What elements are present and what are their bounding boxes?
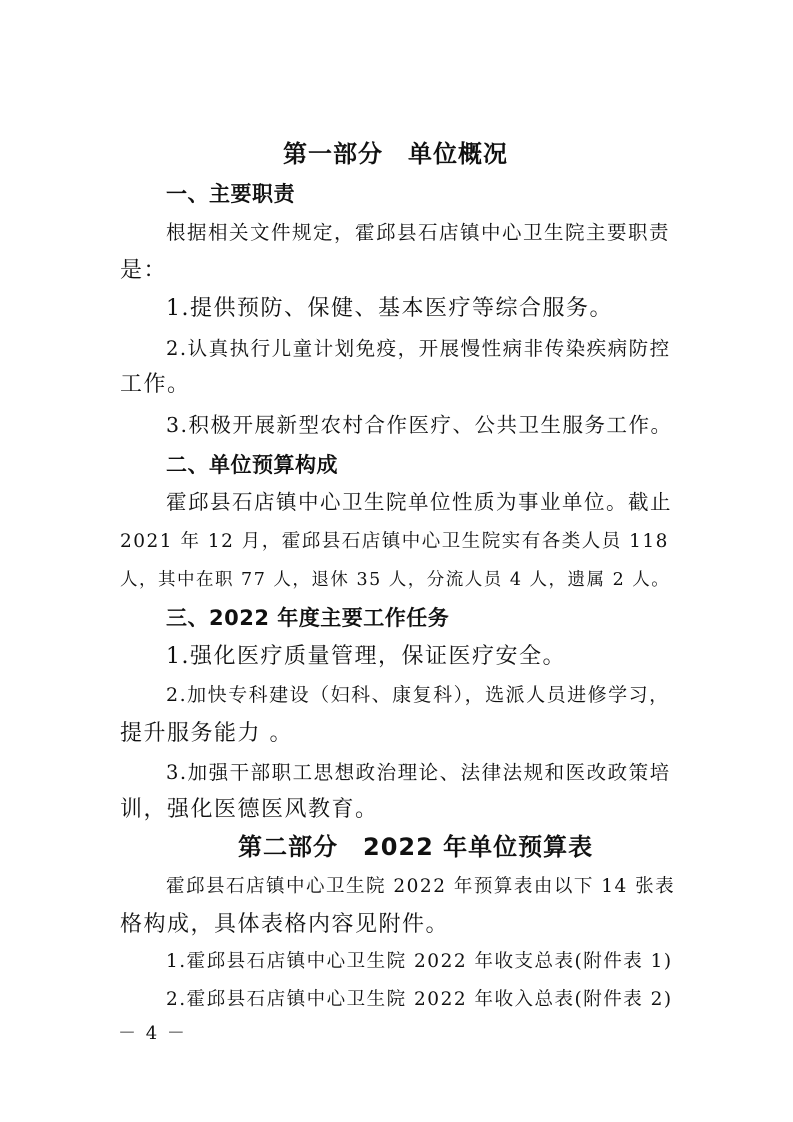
section3-item3-line1: 3.加强干部职工思想政治理论、法律法规和医改政策培	[166, 761, 671, 784]
part2-item2: 2.霍邱县石店镇中心卫生院 2022 年收入总表(附件表 2)	[166, 989, 673, 1010]
section3-heading: 三、2022 年度主要工作任务	[166, 606, 450, 630]
part2-para-line1: 霍邱县石店镇中心卫生院 2022 年预算表由以下 14 张表	[166, 876, 676, 897]
section1-item2-line2: 工作。	[120, 372, 191, 397]
part2-para-line2: 格构成，具体表格内容见附件。	[120, 912, 450, 937]
section1-item3: 3.积极开展新型农村合作医疗、公共卫生服务工作。	[166, 413, 673, 437]
section3-item1: 1.强化医疗质量管理，保证医疗安全。	[166, 644, 566, 669]
section1-item1: 1.提供预防、保健、基本医疗等综合服务。	[166, 296, 613, 321]
section3-item3-line2: 训，强化医德医风教育。	[120, 797, 379, 822]
section3-item2-line2: 提升服务能力 。	[120, 721, 293, 746]
part1-title: 第一部分 单位概况	[283, 140, 508, 168]
section2-para-line2: 2021 年 12 月，霍邱县石店镇中心卫生院实有各类人员 118	[120, 531, 669, 552]
section2-heading: 二、单位预算构成	[166, 453, 338, 477]
section1-intro-line2: 是：	[120, 258, 168, 283]
section1-item2-line1: 2.认真执行儿童计划免疫，开展慢性病非传染疾病防控	[166, 337, 671, 360]
section1-heading: 一、主要职责	[166, 182, 295, 206]
part2-title: 第二部分 2022 年单位预算表	[238, 833, 594, 861]
section2-para-line1: 霍邱县石店镇中心卫生院单位性质为事业单位。截止	[166, 490, 672, 514]
section2-para-line3: 人，其中在职 77 人，退休 35 人，分流人员 4 人，遗属 2 人。	[120, 570, 671, 590]
part2-item1: 1.霍邱县石店镇中心卫生院 2022 年收支总表(附件表 1)	[166, 951, 673, 972]
section1-intro-line1: 根据相关文件规定，霍邱县石店镇中心卫生院主要职责	[166, 221, 671, 244]
section3-item2-line1: 2.加快专科建设（妇科、康复科），选派人员进修学习，	[166, 684, 670, 706]
page-number: － 4 －	[118, 1023, 187, 1044]
